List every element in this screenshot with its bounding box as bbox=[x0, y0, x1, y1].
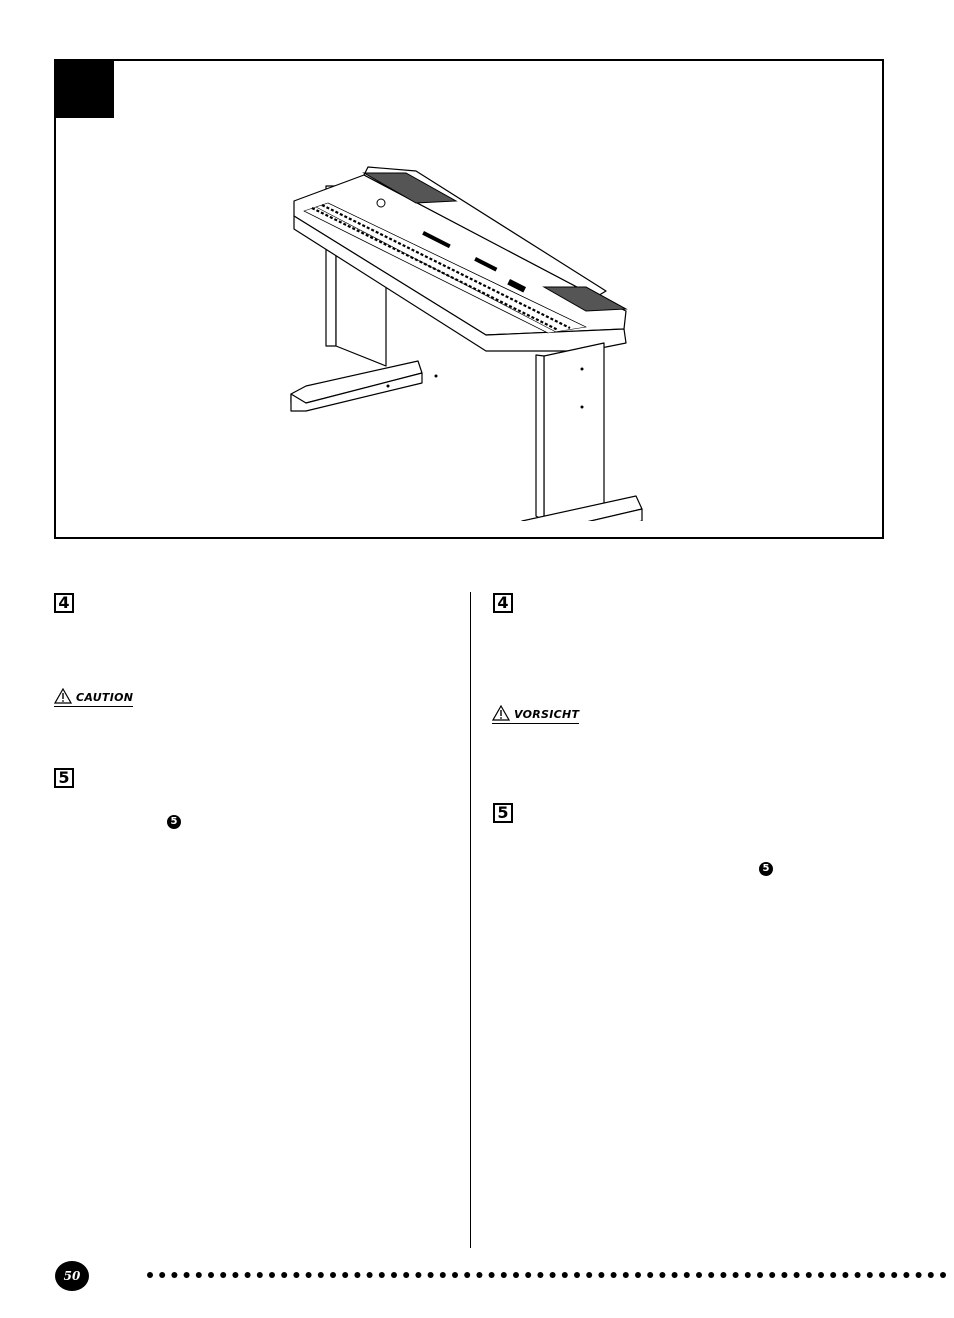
leader-dot bbox=[281, 1272, 287, 1278]
leader-dot bbox=[293, 1272, 299, 1278]
leader-dot bbox=[769, 1272, 775, 1278]
leader-dot bbox=[501, 1272, 507, 1278]
leader-dot bbox=[415, 1272, 421, 1278]
leader-dot bbox=[806, 1272, 812, 1278]
leader-dot bbox=[574, 1272, 580, 1278]
leader-dot bbox=[318, 1272, 324, 1278]
leader-dot bbox=[745, 1272, 751, 1278]
leader-dot bbox=[525, 1272, 531, 1278]
leader-dot bbox=[537, 1272, 543, 1278]
leader-dot bbox=[635, 1272, 641, 1278]
leader-dot bbox=[830, 1272, 836, 1278]
leader-dot bbox=[257, 1272, 263, 1278]
leader-dot bbox=[672, 1272, 678, 1278]
leader-dot bbox=[891, 1272, 897, 1278]
leader-dot bbox=[440, 1272, 446, 1278]
caution-notice bbox=[54, 688, 133, 707]
leader-dot bbox=[818, 1272, 824, 1278]
leader-dot bbox=[489, 1272, 495, 1278]
column-divider bbox=[470, 592, 471, 1248]
leader-dot bbox=[269, 1272, 275, 1278]
leader-dot bbox=[367, 1272, 373, 1278]
leader-dot bbox=[159, 1272, 165, 1278]
leader-dot bbox=[208, 1272, 214, 1278]
leader-dot bbox=[513, 1272, 519, 1278]
figure-frame bbox=[54, 59, 884, 539]
vorsicht-label: VORSICHT bbox=[514, 708, 580, 721]
leader-dot bbox=[733, 1272, 739, 1278]
reference-number-icon: 5 bbox=[167, 815, 181, 829]
leader-dot bbox=[354, 1272, 360, 1278]
leader-dot bbox=[903, 1272, 909, 1278]
leader-dot bbox=[171, 1272, 177, 1278]
leader-dot bbox=[379, 1272, 385, 1278]
step-5-badge: 5 bbox=[493, 803, 513, 823]
warning-triangle-icon bbox=[492, 705, 510, 721]
leader-dot bbox=[659, 1272, 665, 1278]
leader-dot bbox=[781, 1272, 787, 1278]
leader-dot bbox=[330, 1272, 336, 1278]
leader-dot bbox=[184, 1272, 190, 1278]
leader-dot bbox=[550, 1272, 556, 1278]
step-4-badge: 4 bbox=[54, 593, 74, 613]
leader-dot bbox=[428, 1272, 434, 1278]
leader-dot bbox=[464, 1272, 470, 1278]
leader-dot bbox=[562, 1272, 568, 1278]
leader-dot bbox=[147, 1272, 153, 1278]
leader-dot bbox=[940, 1272, 946, 1278]
leader-dot bbox=[342, 1272, 348, 1278]
leader-dot bbox=[586, 1272, 592, 1278]
leader-dot bbox=[916, 1272, 922, 1278]
leader-dot bbox=[196, 1272, 202, 1278]
caution-label: CAUTION bbox=[76, 691, 134, 704]
vorsicht-notice bbox=[492, 705, 579, 724]
leader-dot bbox=[452, 1272, 458, 1278]
leader-dot bbox=[842, 1272, 848, 1278]
step-4-badge: 4 bbox=[493, 593, 513, 613]
leader-dot bbox=[403, 1272, 409, 1278]
page-number: 50 bbox=[55, 1261, 89, 1291]
leader-dot bbox=[623, 1272, 629, 1278]
leader-dot bbox=[245, 1272, 251, 1278]
step-5-badge: 5 bbox=[54, 768, 74, 788]
leader-dot bbox=[696, 1272, 702, 1278]
dot-leader bbox=[146, 1270, 954, 1280]
leader-dot bbox=[855, 1272, 861, 1278]
leader-dot bbox=[794, 1272, 800, 1278]
leader-dot bbox=[720, 1272, 726, 1278]
leader-dot bbox=[647, 1272, 653, 1278]
leader-dot bbox=[306, 1272, 312, 1278]
reference-number-icon: 5 bbox=[759, 862, 773, 876]
leader-dot bbox=[684, 1272, 690, 1278]
leader-dot bbox=[476, 1272, 482, 1278]
leader-dot bbox=[757, 1272, 763, 1278]
leader-dot bbox=[708, 1272, 714, 1278]
leader-dot bbox=[928, 1272, 934, 1278]
leader-dot bbox=[879, 1272, 885, 1278]
leader-dot bbox=[232, 1272, 238, 1278]
leader-dot bbox=[598, 1272, 604, 1278]
corner-block bbox=[56, 61, 114, 118]
leader-dot bbox=[220, 1272, 226, 1278]
keyboard-on-stand-illustration bbox=[286, 111, 706, 521]
leader-dot bbox=[611, 1272, 617, 1278]
warning-triangle-icon bbox=[54, 688, 72, 704]
leader-dot bbox=[391, 1272, 397, 1278]
leader-dot bbox=[867, 1272, 873, 1278]
